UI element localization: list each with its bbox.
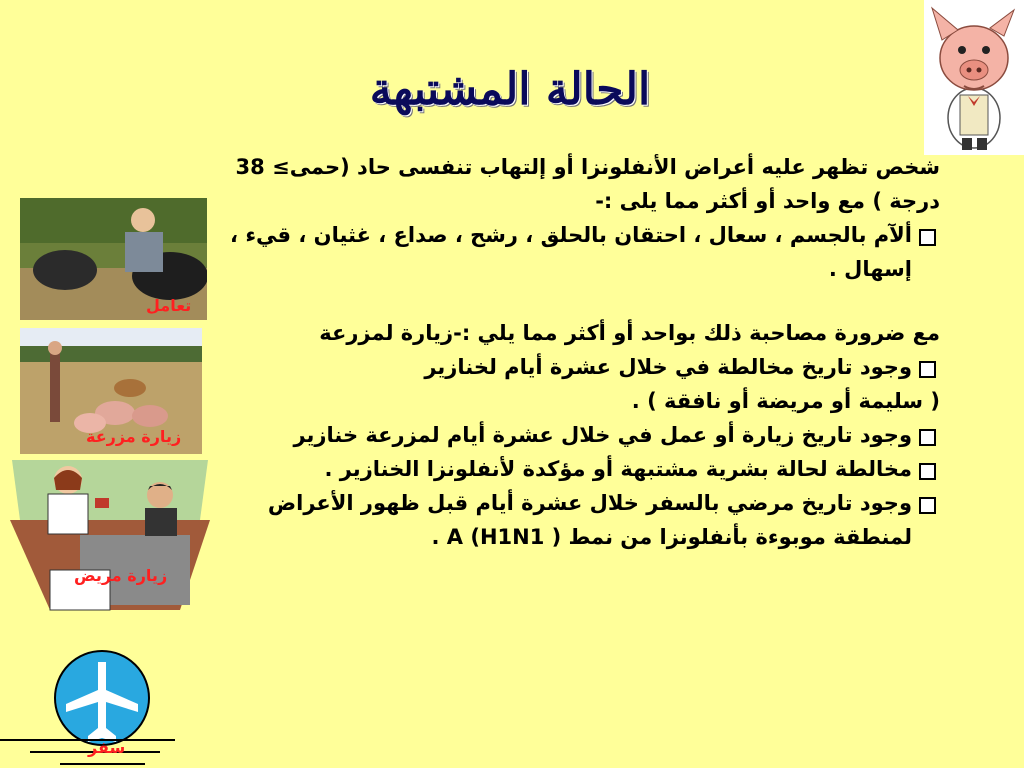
list-item: [200, 486, 940, 554]
list-item: [200, 452, 940, 486]
list-item: [200, 418, 940, 452]
caption-contact: تعامل: [146, 296, 192, 315]
checkbox-bullet-icon: [919, 497, 936, 514]
caption-travel: سفر: [88, 738, 126, 757]
slide-content: [200, 150, 940, 554]
patient-visit-illustration: [10, 460, 210, 620]
checkbox-bullet-icon: [919, 361, 936, 378]
checkbox-bullet-icon: [919, 429, 936, 446]
symptoms-text: ألآم بالجسم ، سعال ، احتقان بالحلق ، رشح ، صداع ، غثيان ، قيء ، إسهال .: [230, 223, 912, 281]
caption-farm: زيارة مزرعة: [86, 427, 182, 446]
pig-mascot-icon: [924, 0, 1024, 155]
checkbox-bullet-icon: [919, 463, 936, 480]
requirement-text: مع ضرورة مصاحبة ذلك بواحد أو أكثر مما يلي :-زيارة لمزرعة: [319, 321, 940, 345]
list-item-text: وجود تاريخ مخالطة في خلال عشرة أيام لخنازير: [424, 355, 912, 379]
intro-text: شخص تظهر عليه أعراض الأنفلونزا أو إلتهاب تنفسى حاد (حمى≥ 38 درجة ) مع واحد أو أكثر مما يلى :-: [235, 155, 940, 213]
list-item-text: وجود تاريخ مرضي بالسفر خلال عشرة أيام قبل ظهور الأعراض لمنطقة موبوءة بأنفلونزا من نمط ( A (H1N1 .: [267, 491, 912, 549]
list-item-text: وجود تاريخ زيارة أو عمل في خلال عشرة أيام لمزرعة خنازير: [293, 423, 912, 447]
list-item: [200, 350, 940, 384]
checkbox-bullet-icon: [919, 229, 936, 246]
slide-title: الحالة المشتبهة: [369, 64, 651, 115]
list-item: [200, 218, 940, 286]
list-item-text: مخالطة لحالة بشرية مشتبهة أو مؤكدة لأنفلونزا الخنازير .: [324, 457, 912, 481]
list-item-continuation: ( سليمة أو مريضة أو نافقة ) .: [631, 389, 940, 413]
caption-patient: زيارة مريض: [74, 566, 168, 585]
